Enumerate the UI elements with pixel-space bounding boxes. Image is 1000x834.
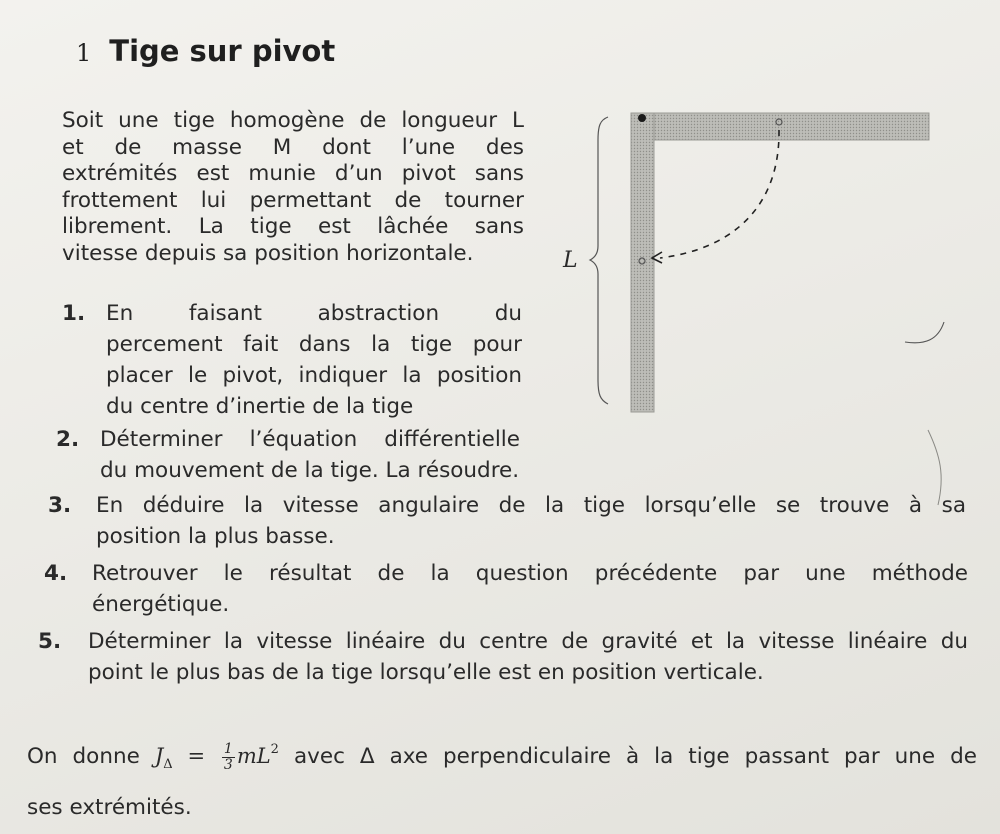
question-line: du mouvement de la tige. La résoudre.: [100, 458, 520, 483]
pivot-icon: [638, 114, 646, 122]
question-line: Déterminer l’équation différentielle: [100, 427, 520, 452]
fraction-numerator: 1: [223, 741, 233, 757]
intro-line: et de masse M dont l’une des: [62, 134, 524, 160]
vertical-rod: [631, 113, 654, 412]
equals-sign: =: [172, 744, 220, 768]
fraction-denominator: 3: [223, 757, 233, 773]
question-line: du centre d’inertie de la tige: [106, 394, 414, 419]
trajectory-arc: [660, 130, 779, 258]
question-line: énergétique.: [92, 592, 230, 617]
question-line: point le plus bas de la tige lorsqu’elle est en position verticale.: [88, 660, 764, 685]
exponent: 2: [270, 742, 279, 757]
inertia-symbol: J: [154, 744, 164, 768]
question-line: Déterminer la vitesse linéaire du centre de gravité et la vitesse linéaire du: [88, 629, 968, 654]
question-line: Retrouver le résultat de la question précédente par une méthode: [92, 561, 968, 586]
question-number: 2.: [56, 427, 80, 452]
given-line: ses extrémités.: [27, 795, 192, 820]
question-number: 4.: [44, 561, 68, 586]
question-line: En faisant abstraction du: [106, 301, 522, 326]
mass-length: mL: [236, 744, 271, 768]
intro-line: extrémités est munie d’un pivot sans: [62, 161, 524, 186]
axis-subscript: Δ: [163, 757, 173, 772]
horizontal-rod: [633, 113, 929, 140]
pencil-mark: [928, 430, 941, 505]
exercise-title: Tige sur pivot: [109, 34, 336, 68]
pencil-mark: [905, 322, 944, 343]
length-brace: [590, 117, 608, 404]
intro-line: Soit une tige homogène de longueur L: [62, 108, 524, 133]
intro-line: frottement lui permettant de tourner: [62, 187, 524, 213]
length-label: L: [563, 248, 578, 273]
exercise-number: 1: [76, 39, 92, 67]
given-suffix: avec Δ axe perpendiculaire à la tige passant par une de: [278, 744, 978, 769]
question-number: 1.: [62, 301, 86, 326]
question-line: percement fait dans la tige pour: [106, 332, 522, 357]
intro-line: vitesse depuis sa position horizontale.: [62, 240, 474, 266]
question-line: position la plus basse.: [96, 524, 335, 549]
question-line: placer le pivot, indiquer la position: [106, 363, 522, 388]
given-prefix: On donne: [27, 744, 155, 769]
intro-line: librement. La tige est lâchée sans: [62, 214, 524, 239]
question-number: 3.: [48, 493, 72, 518]
question-line: En déduire la vitesse angulaire de la tige lorsqu’elle se trouve à sa: [96, 493, 966, 518]
question-number: 5.: [38, 629, 62, 654]
